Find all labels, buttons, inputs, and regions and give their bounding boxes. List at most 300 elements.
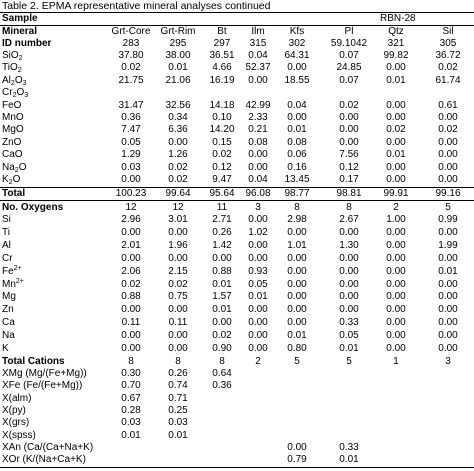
ratio-label: X(spss): [2, 429, 36, 441]
cation-base: Fe: [2, 265, 14, 277]
cation-base: Mg: [2, 291, 16, 303]
oxide-value: 16.19: [209, 74, 235, 86]
oxide-value: 0.15: [212, 136, 232, 148]
cation-base: Si: [2, 214, 11, 225]
sample-label: Sample: [2, 13, 38, 24]
oxide-base: ZnO: [2, 136, 22, 148]
cation-value: 1.42: [212, 239, 232, 251]
oxide-value: 18.55: [284, 74, 310, 86]
oxide-subscript: 3: [22, 79, 27, 87]
ratio-value: 0.33: [339, 442, 359, 454]
cation-value: 0.00: [168, 304, 188, 316]
oxide-value: 0.07: [339, 50, 359, 61]
oxide-value: 0.02: [438, 124, 458, 136]
cation-value: 0.01: [212, 278, 232, 290]
table-bottom-rule: [0, 467, 474, 468]
oxide-row: [0, 124, 474, 135]
oxide-value: 0.04: [248, 174, 268, 185]
oxide-label: [2, 174, 20, 185]
oxide-subscript: 2: [18, 55, 23, 62]
cation-value: 0.00: [168, 252, 188, 264]
oxide-value: 0.00: [339, 124, 359, 136]
mineral-row: [0, 26, 474, 37]
cation-value: 0.00: [386, 317, 406, 329]
oxygens-value: 12: [172, 202, 184, 213]
id-number: 302: [288, 38, 306, 49]
oxide-row: [0, 137, 474, 148]
mineral-label: Mineral: [2, 26, 38, 37]
cation-base: Al: [2, 239, 11, 251]
total-value: 99.91: [383, 188, 409, 199]
oxide-value: 0.06: [287, 149, 307, 161]
cation-value: 0.00: [438, 226, 458, 238]
cation-value: 1.57: [212, 291, 232, 303]
cation-value: 0.00: [386, 278, 406, 290]
oxide-row: [0, 174, 474, 185]
cation-value: 0.05: [339, 330, 359, 342]
ratio-value: 0.03: [168, 417, 188, 429]
cation-value: 0.00: [386, 343, 406, 354]
cation-value: 0.00: [438, 304, 458, 316]
total-cations-value: 8: [219, 356, 225, 367]
oxide-value: 4.66: [212, 62, 232, 74]
cation-value: 0.00: [212, 317, 232, 329]
cation-value: 0.00: [287, 226, 307, 238]
cation-value: 0.00: [121, 304, 141, 316]
cation-value: 0.99: [438, 214, 458, 225]
oxide-value: 0.00: [386, 161, 406, 173]
oxide-value: 0.00: [386, 174, 406, 185]
oxide-subscript: 2: [14, 166, 19, 174]
oxide-label: [2, 75, 27, 86]
oxide-subscript: 2: [8, 179, 13, 186]
oxide-row: [0, 149, 474, 160]
cation-value: 1.99: [438, 239, 458, 251]
cation-value: 2.01: [121, 239, 141, 251]
oxide-value: 0.12: [212, 161, 232, 173]
oxide-value: 0.34: [168, 112, 188, 123]
mineral-name: Bt: [217, 26, 227, 37]
cation-base: Mn: [2, 278, 16, 290]
oxide-row: [0, 50, 474, 61]
oxide-value: 0.36: [121, 112, 141, 123]
ratio-row: [0, 405, 474, 416]
total-bottom-rule: [0, 200, 474, 201]
oxide-label: [2, 137, 21, 148]
cation-value: 0.11: [168, 317, 188, 329]
cation-label: [2, 330, 15, 341]
cation-row: [0, 240, 474, 251]
cation-row: [0, 266, 474, 277]
total-row: [0, 188, 474, 199]
ratio-value: 0.36: [212, 380, 232, 392]
cation-value: 0.00: [121, 343, 141, 354]
oxide-tail: O: [14, 74, 23, 86]
cation-value: 0.00: [339, 265, 359, 277]
oxide-label: [2, 149, 23, 160]
oxide-value: 32.56: [165, 99, 191, 111]
ratio-value: 0.74: [168, 380, 188, 392]
oxide-value: 37.80: [118, 50, 144, 61]
cation-value: 0.00: [212, 252, 232, 264]
cation-label: [2, 266, 22, 277]
cation-value: 0.00: [386, 330, 406, 342]
oxide-value: 52.37: [245, 62, 271, 74]
oxide-value: 0.00: [339, 112, 359, 123]
oxide-tail: O: [16, 87, 25, 99]
id-number: 297: [213, 38, 231, 49]
cation-value: 1.00: [386, 214, 406, 225]
oxide-value: 0.04: [248, 50, 268, 61]
cation-value: 0.00: [339, 252, 359, 264]
oxide-value: 0.00: [339, 136, 359, 148]
cation-value: 2.15: [168, 265, 188, 277]
total-cations-label: Total Cations: [2, 356, 65, 367]
oxide-value: 0.02: [386, 124, 406, 136]
oxide-row: [0, 162, 474, 173]
cation-value: 0.00: [248, 214, 268, 225]
oxide-value: 0.02: [438, 62, 458, 74]
cation-base: Ca: [2, 317, 15, 329]
oxide-value: 64.31: [284, 50, 310, 61]
oxide-value: 7.56: [339, 149, 359, 161]
ratio-label: XFe (Fe/(Fe+Mg)): [2, 380, 83, 392]
oxygens-row: [0, 202, 474, 213]
cation-row: [0, 317, 474, 328]
oxide-value: 0.00: [287, 112, 307, 123]
ratio-value: 0.79: [287, 454, 307, 466]
oxide-value: 0.02: [168, 174, 188, 185]
cation-label: [2, 291, 16, 302]
cation-row: [0, 253, 474, 264]
cation-row: [0, 227, 474, 238]
oxide-row: [0, 87, 474, 98]
ratio-row: [0, 430, 474, 441]
cation-value: 2.71: [212, 214, 232, 225]
oxide-label: [2, 112, 24, 123]
ratio-value: 0.01: [339, 454, 359, 466]
ratio-value: 0.00: [287, 442, 307, 454]
oxide-value: 24.85: [336, 62, 362, 74]
ratio-label: X(grs): [2, 417, 30, 429]
ratio-label: X(py): [2, 405, 26, 417]
cation-value: 0.11: [121, 317, 141, 329]
oxide-value: 99.82: [383, 50, 409, 61]
total-value: 98.77: [284, 188, 310, 199]
cation-value: 0.00: [287, 304, 307, 316]
total-cations-value: 1: [393, 356, 399, 367]
oxide-value: 0.01: [168, 62, 188, 74]
ratio-label: X(alm): [2, 392, 32, 404]
oxide-base: MgO: [2, 124, 24, 136]
cation-value: 0.00: [287, 252, 307, 264]
cation-value: 1.96: [168, 239, 188, 251]
ratio-value: 0.01: [121, 429, 141, 441]
cation-value: 0.02: [121, 278, 141, 290]
cation-base: Cr: [2, 252, 13, 264]
oxygens-value: 8: [346, 202, 352, 213]
cation-value: 0.00: [386, 291, 406, 303]
oxide-value: 14.18: [209, 99, 235, 111]
cation-value: 0.88: [212, 265, 232, 277]
cation-value: 1.02: [248, 226, 268, 238]
sample-row: [0, 13, 474, 24]
oxide-value: 0.00: [438, 174, 458, 185]
oxide-value: 0.00: [386, 99, 406, 111]
total-cations-value: 3: [445, 356, 451, 367]
cation-value: 0.02: [168, 278, 188, 290]
oxygens-value: 3: [255, 202, 261, 213]
oxide-value: 0.03: [121, 161, 141, 173]
mineral-name: Pl: [344, 26, 354, 37]
cation-value: 0.01: [438, 265, 458, 277]
cation-row: [0, 330, 474, 341]
cation-row: [0, 279, 474, 290]
cation-value: 0.00: [287, 265, 307, 277]
oxide-value: 36.72: [435, 50, 461, 61]
cation-value: 0.93: [248, 265, 268, 277]
ratio-value: 0.03: [121, 417, 141, 429]
ratio-value: 0.67: [121, 392, 141, 404]
total-value: 96.08: [245, 188, 271, 199]
oxide-value: 31.47: [118, 99, 144, 111]
oxygens-value: 8: [294, 202, 300, 213]
total-cations-value: 5: [346, 356, 352, 367]
cation-base: Ti: [2, 226, 10, 238]
cation-value: 0.00: [168, 226, 188, 238]
cation-row: [0, 304, 474, 315]
oxide-row: [0, 112, 474, 123]
oxide-value: 6.36: [168, 124, 188, 136]
ratio-value: 0.01: [168, 429, 188, 441]
table-caption: Table 2. EPMA representative mineral analyses continued: [2, 0, 271, 12]
cation-label: [2, 253, 13, 264]
cation-value: 0.00: [248, 252, 268, 264]
oxide-row: [0, 62, 474, 73]
oxide-value: 0.00: [287, 62, 307, 74]
cation-value: 0.00: [339, 304, 359, 316]
oxide-value: 14.20: [209, 124, 235, 136]
ratio-value: 0.25: [168, 405, 188, 417]
cation-base: K: [2, 343, 9, 354]
cation-value: 0.01: [287, 330, 307, 342]
cation-label: [2, 227, 10, 238]
cation-value: 0.00: [386, 252, 406, 264]
oxide-label: [2, 124, 24, 135]
id-row: [0, 38, 474, 49]
oxide-value: 0.04: [287, 99, 307, 111]
oxide-value: 7.47: [121, 124, 141, 136]
cation-value: 0.00: [248, 330, 268, 342]
oxide-base: FeO: [2, 99, 22, 111]
cation-value: 0.01: [339, 343, 359, 354]
cation-value: 1.01: [287, 239, 307, 251]
total-value: 99.16: [435, 188, 461, 199]
total-value: 99.64: [165, 188, 191, 199]
cation-value: 0.00: [121, 226, 141, 238]
oxide-base: Na: [2, 161, 15, 173]
oxide-base: MnO: [2, 112, 24, 123]
cation-value: 0.01: [212, 304, 232, 316]
cation-value: 0.05: [248, 278, 268, 290]
cation-value: 0.00: [339, 278, 359, 290]
total-cations-row: [0, 356, 474, 367]
oxide-value: 0.00: [438, 161, 458, 173]
mineral-name: Grt-Rim: [160, 26, 196, 37]
id-number: 283: [122, 38, 140, 49]
cation-value: 2.98: [287, 214, 307, 225]
cation-row: [0, 343, 474, 354]
id-number: 295: [169, 38, 187, 49]
oxide-label: [2, 50, 23, 61]
cation-value: 0.88: [121, 291, 141, 303]
oxide-base: Cr: [2, 87, 13, 99]
ratio-row: [0, 393, 474, 404]
total-cations-value: 8: [175, 356, 181, 367]
mineral-name: Sil: [442, 26, 454, 37]
oxide-label: [2, 87, 28, 98]
total-value: 95.64: [209, 188, 235, 199]
oxide-value: 0.01: [287, 124, 307, 136]
oxide-value: 0.00: [121, 174, 141, 185]
cation-value: 0.90: [212, 343, 232, 354]
cation-value: 0.00: [438, 291, 458, 303]
oxide-value: 36.51: [209, 50, 235, 61]
cation-label: [2, 317, 15, 328]
oxide-subscript: 2: [10, 79, 15, 87]
oxide-value: 0.07: [339, 74, 359, 86]
ratio-row: [0, 454, 474, 465]
oxide-value: 0.02: [121, 62, 141, 74]
ratio-value: 0.30: [121, 368, 141, 379]
cation-base: Zn: [2, 304, 14, 316]
ratio-value: 0.28: [121, 405, 141, 417]
oxide-tail: O: [12, 174, 21, 185]
total-cations-value: 5: [294, 356, 300, 367]
cation-label: [2, 240, 11, 251]
cation-superscript: 2+: [13, 264, 22, 272]
oxide-subscript: 2: [17, 67, 22, 75]
oxide-value: 61.74: [435, 74, 461, 86]
oxygens-value: 2: [393, 202, 399, 213]
cation-value: 0.00: [438, 343, 458, 354]
oxide-value: 0.00: [386, 136, 406, 148]
cation-label: [2, 279, 24, 290]
cation-value: 0.00: [339, 291, 359, 303]
oxide-base: Al: [2, 74, 11, 86]
cation-value: 0.00: [438, 330, 458, 342]
total-value: 98.81: [336, 188, 362, 199]
cation-value: 0.00: [248, 343, 268, 354]
ratio-value: 0.70: [121, 380, 141, 392]
mineral-name: Kfs: [289, 26, 305, 37]
cation-value: 0.00: [287, 317, 307, 329]
cation-value: 0.33: [339, 317, 359, 329]
cation-value: 2.96: [121, 214, 141, 225]
oxide-value: 1.26: [168, 149, 188, 161]
oxide-value: 0.08: [248, 136, 268, 148]
oxide-label: [2, 62, 22, 73]
oxide-value: 0.02: [168, 161, 188, 173]
total-value: 100.23: [115, 188, 147, 199]
cation-value: 0.26: [212, 226, 232, 238]
mineral-name: Ilm: [251, 26, 265, 37]
cation-value: 0.00: [438, 278, 458, 290]
oxide-value: 0.01: [386, 74, 406, 86]
cation-value: 1.30: [339, 239, 359, 251]
cation-value: 0.00: [386, 304, 406, 316]
id-number: 59.1042: [330, 38, 368, 49]
mineral-name: Grt-Core: [111, 26, 151, 37]
oxide-label: [2, 162, 26, 173]
sample-value: RBN-28: [380, 13, 416, 24]
oxide-value: 42.99: [245, 99, 271, 111]
oxide-value: 0.21: [248, 124, 268, 136]
cation-value: 0.00: [386, 226, 406, 238]
cation-superscript: 2+: [15, 277, 24, 285]
oxygens-value: 12: [125, 202, 137, 213]
ratio-value: 0.71: [168, 392, 188, 404]
total-cations-value: 2: [255, 356, 261, 367]
oxide-subscript: 3: [24, 92, 29, 100]
cation-value: 0.80: [287, 343, 307, 354]
cation-value: 0.00: [386, 265, 406, 277]
oxide-value: 21.06: [165, 74, 191, 86]
oxide-value: 13.45: [284, 174, 310, 185]
oxide-value: 0.00: [438, 149, 458, 161]
cation-row: [0, 214, 474, 225]
oxide-value: 0.00: [438, 136, 458, 148]
cation-value: 0.00: [287, 291, 307, 303]
cation-value: 0.00: [121, 330, 141, 342]
oxide-value: 0.05: [121, 136, 141, 148]
oxide-value: 0.61: [438, 99, 458, 111]
cation-value: 0.00: [248, 317, 268, 329]
oxygens-label: No. Oxygens: [2, 202, 64, 213]
oxide-base: SiO: [2, 50, 19, 61]
total-label: Total: [2, 188, 26, 199]
ratio-row: [0, 417, 474, 428]
cation-base: Na: [2, 330, 15, 342]
oxide-subscript: 2: [12, 92, 17, 100]
oxide-row: [0, 75, 474, 86]
oxide-base: TiO: [2, 62, 18, 74]
oxide-value: 1.29: [121, 149, 141, 161]
ratio-row: [0, 442, 474, 453]
ratio-label: XAn (Ca/(Ca+Na+K): [2, 442, 94, 454]
cation-row: [0, 291, 474, 302]
oxide-base: CaO: [2, 149, 23, 161]
cation-value: 0.00: [339, 226, 359, 238]
total-cations-value: 8: [128, 356, 134, 367]
cation-value: 0.00: [121, 252, 141, 264]
oxide-value: 2.33: [248, 112, 268, 123]
cation-value: 2.67: [339, 214, 359, 225]
oxide-value: 0.00: [248, 149, 268, 161]
oxide-value: 0.02: [212, 149, 232, 161]
cation-value: 0.00: [168, 343, 188, 354]
oxide-value: 21.75: [118, 74, 144, 86]
ratio-label: XMg (Mg/(Fe+Mg)): [2, 368, 87, 379]
ratio-label: XOr (K/(Na+Ca+K): [2, 454, 86, 466]
id-label: ID number: [2, 38, 52, 49]
oxide-value: 0.00: [438, 112, 458, 123]
cation-value: 0.00: [168, 330, 188, 342]
oxide-value: 0.00: [248, 74, 268, 86]
ratio-value: 0.26: [168, 368, 188, 379]
oxide-value: 0.01: [386, 149, 406, 161]
oxide-value: 0.12: [339, 161, 359, 173]
